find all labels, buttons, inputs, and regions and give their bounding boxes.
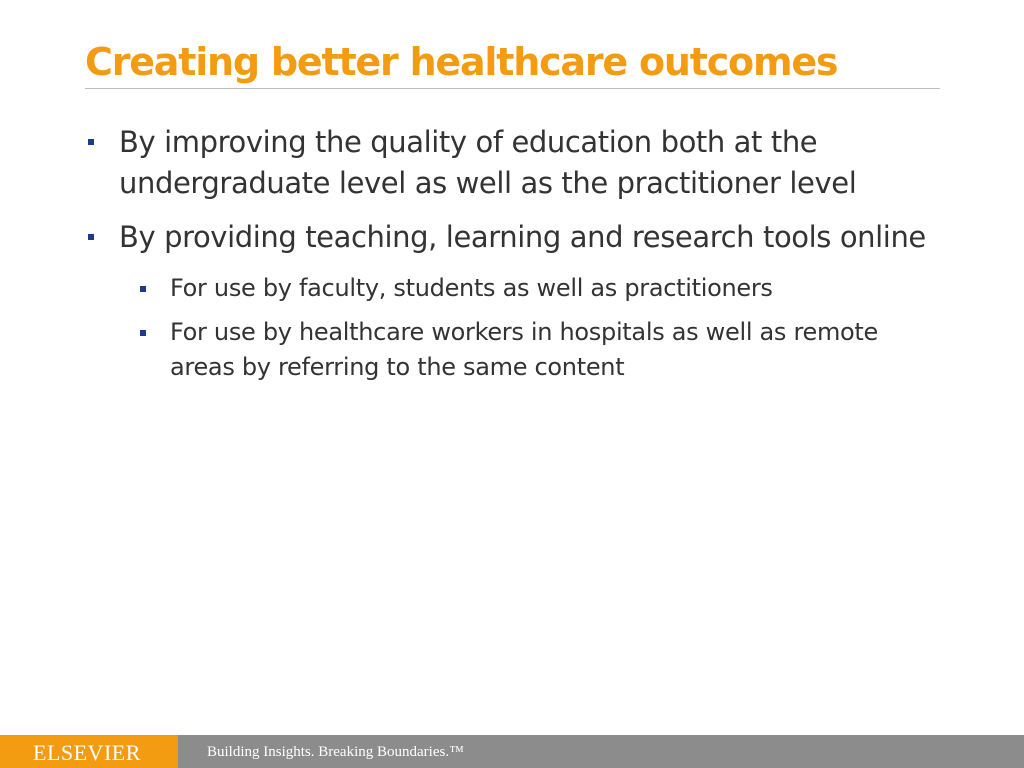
footer-tagline: Building Insights. Breaking Boundaries.™ [207,744,464,760]
square-bullet-icon [140,330,146,336]
elsevier-logo: ELSEVIER [33,740,141,765]
bullet-item [85,122,945,204]
bullet-item [85,217,945,258]
sub-bullet-item [137,315,945,385]
sub-bullet-text: For use by healthcare workers in hospitals as well as remote areas by referring to the same content [170,318,879,381]
bullet-text: By improving the quality of education both at the undergraduate level as well as the practitioner level [119,125,857,200]
square-bullet-icon [140,286,146,292]
square-bullet-icon [88,139,94,145]
slide-content [85,122,945,394]
sub-bullet-text: For use by faculty, students as well as practitioners [170,274,773,302]
title-divider [85,88,940,89]
footer-bar [0,735,1024,768]
footer-brand-block [0,735,178,768]
sub-bullet-item [137,271,945,306]
square-bullet-icon [88,234,94,240]
slide-title: Creating better healthcare outcomes [85,40,838,84]
bullet-text: By providing teaching, learning and research tools online [119,220,926,254]
